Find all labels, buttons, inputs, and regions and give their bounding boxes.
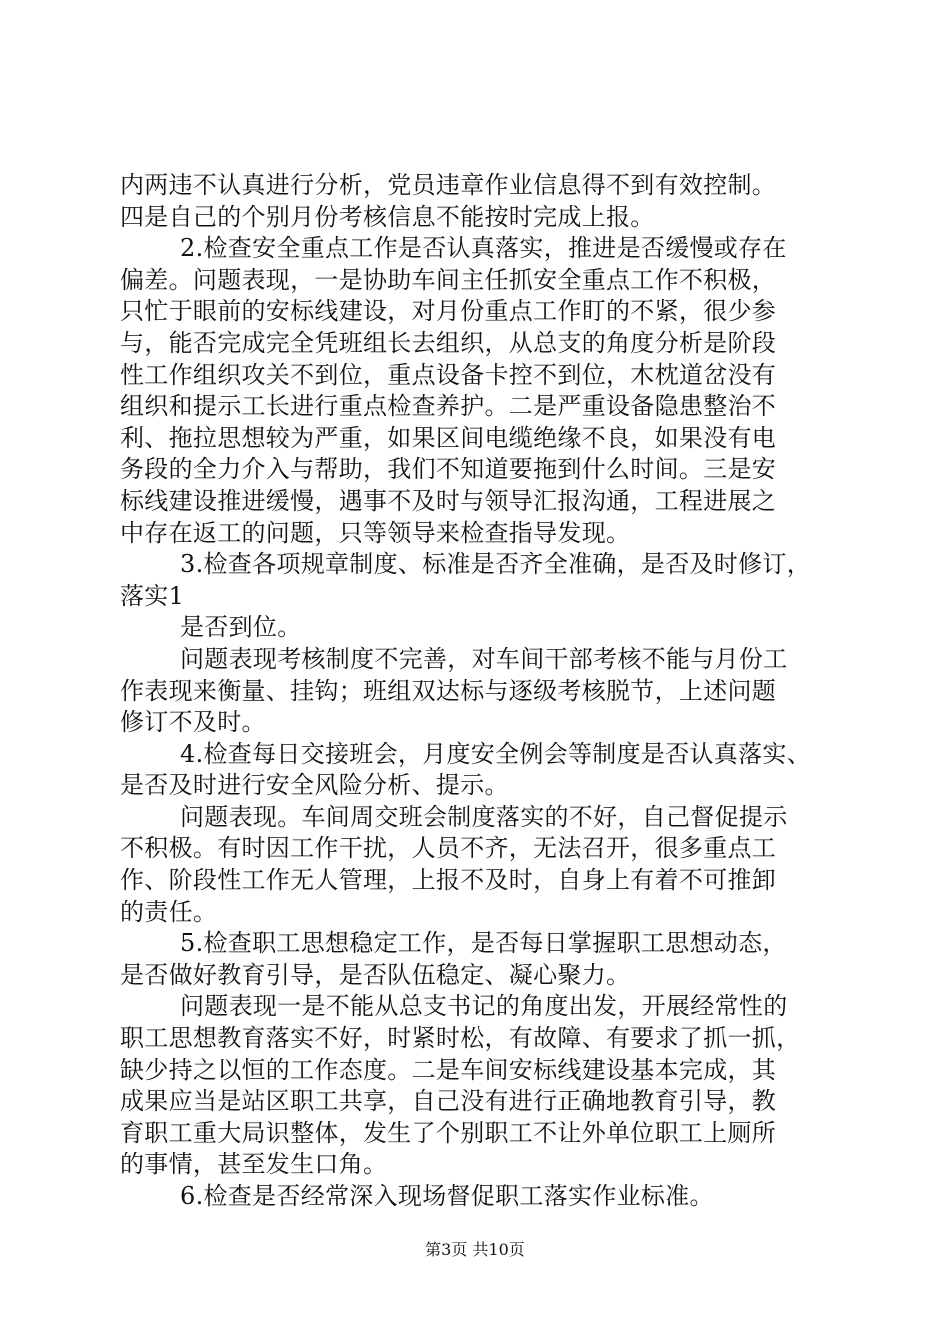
text-line: 不积极。有时因工作干扰，人员不齐，无法召开，很多重点工: [120, 834, 777, 863]
text-line: 6.检查是否经常深入现场督促职工落实作业标准。: [180, 1182, 714, 1210]
text-line: 2.检查安全重点工作是否认真落实，推进是否缓慢或存在: [180, 234, 787, 263]
text-line: 中存在返工的问题，只等领导来检查指导发现。: [120, 518, 631, 547]
text-line: 问题表现一是不能从总支书记的角度出发，开展经常性的: [180, 992, 788, 1021]
text-line: 育职工重大局识整体，发生了个别职工不让外单位职工上厕所: [120, 1118, 777, 1147]
text-line: 问题表现考核制度不完善，对车间干部考核不能与月份工: [180, 644, 788, 673]
text-line: 四是自己的个别月份考核信息不能按时完成上报。: [120, 202, 655, 231]
text-line: 问题表现。车间周交班会制度落实的不好，自己督促提示: [180, 802, 788, 831]
text-line: 3.检查各项规章制度、标准是否齐全准确，是否及时修订，: [180, 550, 811, 579]
text-line: 与，能否完成完全凭班组长去组织，从总支的角度分析是阶段: [120, 328, 777, 357]
text-line: 标线建设推进缓慢，遇事不及时与领导汇报沟通，工程进展之: [120, 486, 777, 515]
text-line: 职工思想教育落实不好，时紧时松，有故障、有要求了抓一抓，: [120, 1024, 801, 1053]
text-line: 落实1: [120, 581, 185, 610]
text-line: 成果应当是站区职工共享，自己没有进行正确地教育引导，教: [120, 1087, 777, 1116]
text-line: 只忙于眼前的安标线建设，对月份重点工作盯的不紧，很少参: [120, 297, 777, 326]
text-line: 的事情，甚至发生口角。: [120, 1150, 388, 1179]
page-number-label: 第3页 共10页: [425, 1240, 525, 1259]
text-line: 5.检查职工思想稳定工作，是否每日掌握职工思想动态，: [180, 929, 787, 958]
text-line: 的责任。: [120, 897, 218, 926]
text-line: 是否及时进行安全风险分析、提示。: [120, 771, 509, 800]
text-line: 性工作组织攻关不到位，重点设备卡控不到位，木枕道岔没有: [120, 360, 777, 389]
text-line: 偏差。问题表现，一是协助车间主任抓安全重点工作不积极，: [120, 265, 777, 294]
text-line: 组织和提示工长进行重点检查养护。二是严重设备隐患整治不: [120, 392, 777, 421]
page-footer: [0, 1240, 950, 1260]
text-line: 务段的全力介入与帮助，我们不知道要拖到什么时间。三是安: [120, 455, 777, 484]
text-line: 作表现来衡量、挂钩；班组双达标与逐级考核脱节，上述问题: [120, 676, 777, 705]
text-line: 是否到位。: [180, 613, 302, 642]
document-body: [120, 170, 840, 1213]
text-line: 内两违不认真进行分析，党员违章作业信息得不到有效控制。: [120, 171, 777, 199]
text-line: 4.检查每日交接班会，月度安全例会等制度是否认真落实、: [180, 739, 811, 768]
text-line: 是否做好教育引导，是否队伍稳定、凝心聚力。: [120, 960, 631, 989]
text-line: 缺少持之以恒的工作态度。二是车间安标线建设基本完成，其: [120, 1055, 777, 1084]
text-line: 利、拖拉思想较为严重，如果区间电缆绝缘不良，如果没有电: [120, 423, 777, 452]
text-line: 作、阶段性工作无人管理，上报不及时，自身上有着不可推卸: [120, 866, 777, 895]
text-line: 修订不及时。: [120, 708, 266, 737]
